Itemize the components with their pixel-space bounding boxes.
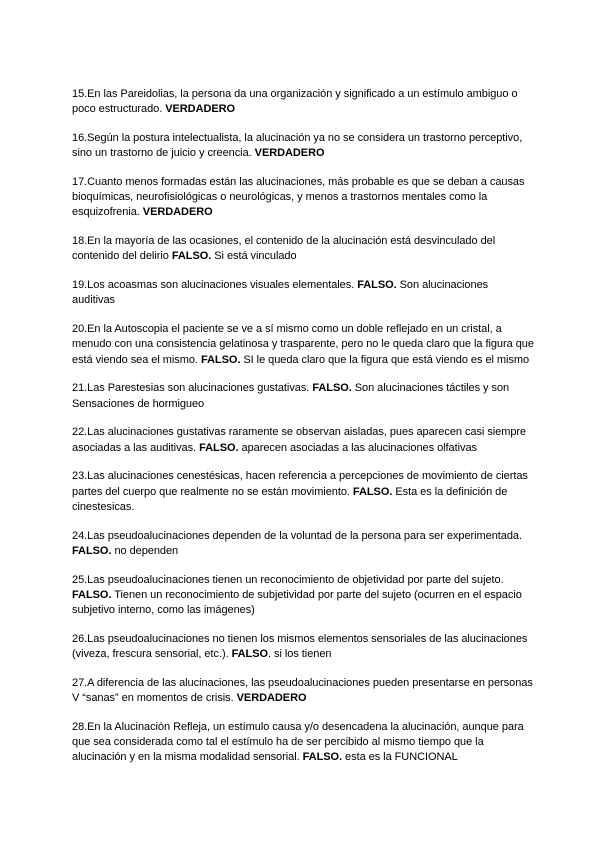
question-19 (72, 278, 534, 308)
question-24 (72, 529, 534, 559)
question-text: 16.Según la postura intelectualista, la alucinación ya no se considera un trastorno perceptivo, sino un trastorno de juicio y creencia. (72, 132, 523, 160)
question-20 (72, 322, 534, 368)
explanation-text: no dependen (111, 544, 179, 557)
explanation-text: Si está vinculado (211, 250, 297, 263)
question-18 (72, 234, 534, 264)
question-text: 26.Las pseudoalucinaciones no tienen los mismos elementos sensoriales de las alucinaciones (viveza, frescura sensorial, etc.). (72, 632, 528, 661)
question-27 (72, 676, 534, 706)
question-28 (72, 720, 534, 766)
verdict-label: FALSO. (302, 751, 343, 764)
question-text: 22.Las alucinaciones gustativas raramente se observan aisladas, pues aparecen casi siempre asociadas a las auditivas. (72, 426, 527, 454)
question-text: 20.En la Autoscopia el paciente se ve a sí mismo como un doble reflejado en un cristal, a menudo con una consistencia gelatinosa y trasparente, pero no le queda claro que la figura que está viendo sea el mismo. (72, 323, 534, 366)
question-15 (72, 87, 534, 117)
question-26 (72, 632, 534, 662)
question-25 (72, 573, 534, 619)
verdict-label: FALSO. (357, 279, 397, 292)
question-22 (72, 425, 534, 455)
explanation-text: Tienen un reconocimiento de subjetividad por parte del sujeto (ocurren en el espacio subjetivo interno, como las imágenes) (72, 588, 522, 617)
explanation-text: Son alucinaciones táctiles y son Sensaciones de hormigueo (72, 382, 510, 410)
question-text: 15.En las Pareidolias, la persona da una organización y significado a un estímulo ambiguo o poco estructurado. (72, 88, 518, 116)
explanation-text: aparecen asociadas a las alucinaciones olfativas (238, 441, 477, 454)
explanation-text: . si los tienen (268, 648, 332, 661)
question-17 (72, 175, 534, 221)
explanation-text: Son alucinaciones auditivas (72, 279, 489, 307)
explanation-text: SI le queda claro que la figura que está viendo es el mismo (240, 353, 530, 366)
question-text: 17.Cuanto menos formadas están las alucinaciones, más probable es que se deban a causas bioquímicas, neurofisiológicas o neurológicas, y menos a trastornos mentales como la esquizofrenia. (72, 176, 525, 219)
question-text: 21.Las Parestesias son alucinaciones gustativas. (72, 382, 313, 395)
verdict-label: VERDADERO (236, 692, 307, 705)
question-text: 19.Los acoasmas son alucinaciones visuales elementales. (72, 279, 358, 292)
verdict-label: VERDADERO (254, 147, 325, 160)
question-text: 28.En la Alucinación Refleja, un estímulo causa y/o desencadena la alucinación, aunque para que sea considerada como tal el estímulo ha de ser percibido al mismo tiempo que la alucinación y en la misma modalidad sensorial. (72, 720, 524, 764)
question-23 (72, 469, 534, 515)
verdict-label: VERDADERO (165, 103, 236, 116)
verdict-label: FALSO. (200, 353, 241, 366)
explanation-text: Esta es la definición de cinestesicas. (72, 485, 508, 513)
question-21 (72, 381, 534, 411)
question-text: 25.Las pseudoalucinaciones tienen un reconocimiento de objetividad por parte del sujeto. (72, 573, 504, 586)
verdict-label: FALSO. (72, 588, 112, 601)
verdict-label: FALSO. (72, 544, 112, 557)
question-list (72, 87, 534, 779)
verdict-label: FALSO. (352, 485, 393, 498)
question-text: 18.En la mayoría de las ocasiones, el contenido de la alucinación está desvinculado del contenido del delirio (72, 235, 496, 263)
question-16 (72, 131, 534, 161)
verdict-label: FALSO. (171, 250, 212, 263)
question-text: 23.Las alucinaciones cenestésicas, hacen referencia a percepciones de movimiento de ciertas partes del cuerpo que realmente no se están movimiento. (72, 470, 528, 498)
verdict-label: FALSO (231, 648, 269, 661)
explanation-text: esta es la FUNCIONAL (342, 751, 458, 764)
verdict-label: FALSO. (199, 441, 239, 454)
verdict-label: FALSO. (312, 382, 352, 395)
verdict-label: VERDADERO (142, 206, 213, 219)
question-text: 24.Las pseudoalucinaciones dependen de la voluntad de la persona para ser experimentada. (72, 529, 522, 542)
question-text: 27.A diferencia de las alucinaciones, las pseudoalucinaciones pueden presentarse en personas V “sanas” en momentos de crisis. (72, 676, 533, 705)
